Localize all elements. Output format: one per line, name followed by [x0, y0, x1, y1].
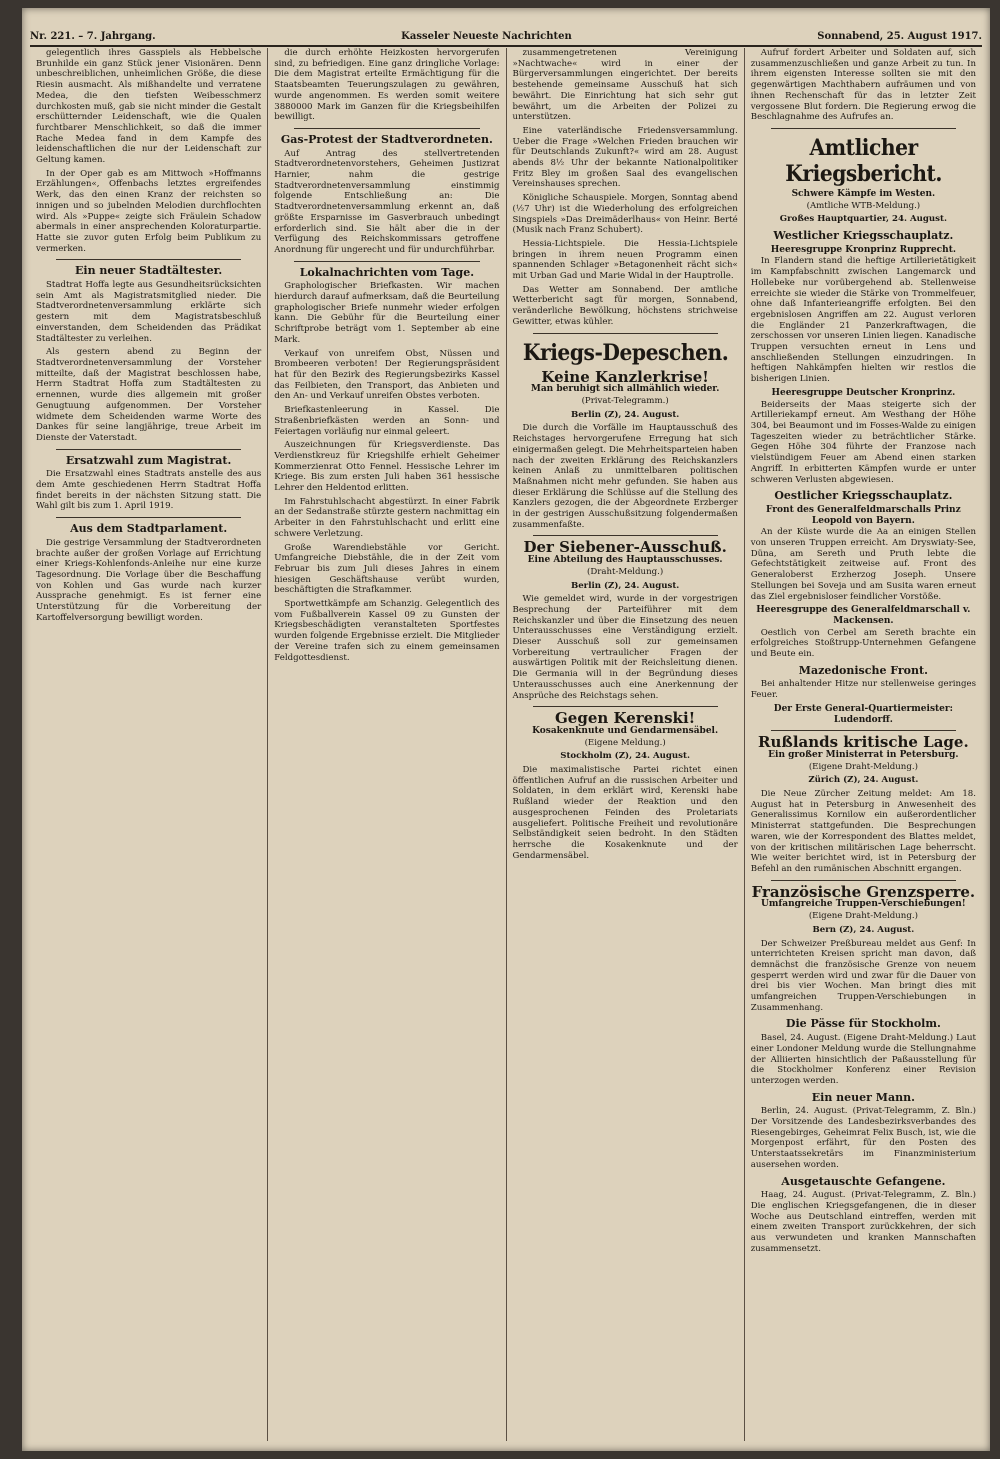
army-group-heading: Heeresgruppe Kronprinz Rupprecht.	[770, 244, 956, 255]
source-note: (Eigene Meldung.)	[584, 737, 666, 748]
army-group-heading: Front des Generalfeldmarschalls Prinz Leopold von Bayern.	[766, 504, 961, 526]
article-heading: Ein neuer Mann.	[811, 1090, 915, 1104]
dateline: Großes Hauptquartier, 24. August.	[779, 214, 947, 225]
article-heading: Ersatzwahl zum Magistrat.	[65, 453, 232, 467]
army-group-heading: Heeresgruppe Deutscher Kronprinz.	[771, 387, 956, 398]
paragraph: Beiderseits der Maas steigerte sich der Artilleriekampf erneut. Am Westhang der Höhe 304, bei Beaumont und im Fosses-Walde zu einigen Tageszeiten wieder zu beträchtlicher Stärke. Gegen Höhe 304 führte der Franzose nach vielstündigem Feuer am Abend einen starken Angriff. In erbitterten Kämpfen wurde er unter schweren Verlusten abgewiesen.	[750, 399, 976, 485]
divider	[533, 333, 718, 334]
divider	[533, 706, 718, 707]
subheadline: Ein großer Ministerrat in Petersburg.	[768, 749, 959, 760]
paragraph: In der Oper gab es am Mittwoch »Hoffmanns Erzählungen«, Offenbachs letztes ergreifendes Werk, das den einen Kranz der reichsten so innigen und so jubelnden Melodien durchflochten wird. Als »Puppe« zeigte sich Fräulein Schadow abermals in einer ansprechenden Koloraturpartie. Hatte sie zuvor guten Erfolg beim Publikum zu vermerken.	[36, 168, 262, 254]
article-heading: Aus dem Stadtparlament.	[70, 522, 228, 536]
column-1	[30, 48, 268, 1441]
article-heading: Gas-Protest der Stadtverordneten.	[280, 132, 493, 146]
paragraph: Auf Antrag des stellvertretenden Stadtverordnetenvorstehers, Geheimen Justizrat Harnier, nahm die gestrige Stadtverordnetenversammlung einstimmig folgende Entschließung an: Die Stadtverordnetenversammlung erkennt an, daß größte Ersparnisse im Gasverbrauch unbedingt erforderlich sind. Sie hält aber die in der Verfügung des Reichskommissars getroffene Anordnung für ungerecht und für undurchführbar.	[274, 148, 500, 255]
paragraph: Als gestern abend zu Beginn der Stadtverordnetenversammlung der Vorsteher mitteilte, daß der Magistrat beschlossen habe, Herrn Stadtrat Hoffa zum Stadtältesten zu ernennen, wurde dies allgemein mit großer Genugtuung aufgenommen. Der Vorsteher widmete dem Scheidenden warme Worte des Dankes für seine langjährige, treue Arbeit im Dienste der Vaterstadt.	[36, 347, 262, 443]
subheadline: Kosakenknute und Gendarmensäbel.	[532, 725, 719, 736]
divider	[56, 259, 241, 260]
article-heading: Lokalnachrichten vom Tage.	[299, 265, 475, 279]
article-heading: Die Pässe für Stockholm.	[785, 1017, 941, 1031]
source-note: (Eigene Draht-Meldung.)	[808, 761, 918, 772]
paragraph: Bei anhaltender Hitze nur stellenweise geringes Feuer.	[750, 679, 976, 701]
divider	[294, 128, 479, 129]
dateline: Zürich (Z), 24. August.	[808, 775, 919, 786]
paragraph: Die Ersatzwahl eines Stadtrats anstelle des aus dem Amte geschiedenen Herrn Stadtrat Hoffa findet bereits in der nächsten Sitzung statt. Die Wahl gilt bis zum 1. April 1919.	[36, 469, 262, 512]
paragraph: Große Warendiebstähle vor Gericht. Umfangreiche Diebstähle, die in der Zeit vom Februar bis zum Juli dieses Jahres in einem hiesigen Geschäftshause verübt wurden, beschäftigten die Strafkammer.	[274, 542, 500, 596]
army-group-heading: Heeresgruppe des Generalfeldmarschall v. Mackensen.	[756, 605, 971, 626]
article-heading: Ausgetauschte Gefangene.	[781, 1174, 946, 1188]
paragraph: Aufruf fordert Arbeiter und Soldaten auf, sich zusammenzuschließen und ganze Arbeit zu tun. In ihrem eigensten Interesse sollten sie mit den gegenwärtigen Machthabern aufräumen und von ihnen Rechenschaft für das in letzter Zeit vergossene Blut fordern. Die Regierung erwog die Beschlagnahme des Aufrufes an.	[750, 48, 976, 123]
source-note: (Draht-Meldung.)	[587, 566, 664, 577]
column-4	[745, 48, 982, 1441]
paragraph: In Flandern stand die heftige Artillerietätigkeit im Kampfabschnitt zwischen Langemarck und Hollebeke nur vorübergehend ab. Stellenweise erreichte sie wieder die Stärke von Trommelfeuer, ohne daß Infanterieangriffe erfolgten. Bei den ergebnislosen Angriffen am 22. August verloren die Engländer 21 Panzerkraftwagen, die zerschossen vor unseren Linien liegen. Kanadische Truppen versuchten erneut in Lens und anschließenden Stellungen einzudringen. In heftigen Nahkämpfen hielten wir restlos die bisherigen Linien.	[750, 256, 976, 385]
source-note: (Privat-Telegramm.)	[581, 395, 669, 406]
article-headline: Gegen Kerenski!	[555, 709, 696, 728]
paragraph: Sportwettkämpfe am Schanzig. Gelegentlich des vom Fußballverein Kassel 09 zu Gunsten der Kriegsbeschädigten veranstalteten Sportfestes wurden folgende Ergebnisse erzielt. Die Mitglieder der Vereine trafen sich zu einem gemeinsamen Feldgottesdienst.	[274, 599, 500, 663]
front-heading: Westlicher Kriegsschauplatz.	[773, 229, 954, 243]
front-heading: Oestlicher Kriegsschauplatz.	[774, 489, 953, 503]
subheadline: Eine Abteilung des Hauptausschusses.	[527, 555, 723, 566]
dateline: Bern (Z), 24. August.	[812, 924, 915, 935]
paragraph: Das Wetter am Sonnabend. Der amtliche Wetterbericht sagt für morgen, Sonnabend, veränderliche Bewölkung, höchstens strichweise Gewitter, etwas kühler.	[512, 284, 738, 327]
masthead	[30, 16, 982, 47]
paper-title: Kasseler Neueste Nachrichten	[401, 31, 572, 42]
paragraph: Graphologischer Briefkasten. Wir machen hierdurch darauf aufmerksam, daß die Beurteilung graphologischer Briefe nunmehr wieder erfolgen kann. Die Gebühr für die Beurteilung einer Schriftprobe beträgt vom 1. September ab eine Mark.	[274, 281, 500, 345]
column-2	[268, 48, 506, 1441]
article-headline: Französische Grenzsperre.	[751, 882, 976, 901]
divider	[533, 535, 718, 536]
paragraph: Haag, 24. August. (Privat-Telegramm, Z. Bln.) Die englischen Kriegsgefangenen, die in dieser Woche aus Deutschland eintreffen, werden mit einem zweiten Transport zurückkehren, der sich aus verwundeten und kranken Mannschaften zusammensetzt.	[750, 1190, 976, 1254]
paragraph: Die Neue Zürcher Zeitung meldet: Am 18. August hat in Petersburg in Anwesenheit des Generalissimus Kornilow ein außerordentlicher Ministerrat stattgefunden. Die Besprechungen waren, wie der Korrespondent des Blattes meldet, von der kritischen militärischen Lage beherrscht. Wie weiter berichtet wird, ist in Petersburg der Befehl an den rumänischen Abschnitt ergangen.	[750, 789, 976, 874]
divider	[771, 880, 956, 881]
paragraph: Oestlich von Cerbel am Sereth brachte ein erfolgreiches Stoßtrupp-Unternehmen Gefangene und Beute ein.	[750, 627, 976, 660]
paragraph: Hessia-Lichtspiele. Die Hessia-Lichtspiele bringen in ihrem neuen Programm einen spannenden Schlager »Betagonenheit rächt sich« mit Urban Gad und Marie Widal in der Hauptrolle.	[512, 238, 738, 282]
paragraph: Verkauf von unreifem Obst, Nüssen und Brombeeren verboten! Der Regierungspräsident hat für den Bezirk des Regierungsbezirks Kassel das Feilbieten, den Transport, das Anbieten und den An- und Verkauf unreifen Obstes verboten.	[274, 348, 500, 402]
paragraph: Die maximalistische Partei richtet einen öffentlichen Aufruf an die russischen Arbeiter und Soldaten, in dem erklärt wird, Kerenski habe Rußland wieder der Reaktion und den ausgesprochenen Feinden des Proletariats ausgeliefert. Politische Freiheit und revolutionäre Selbständigkeit seien bedroht. In den Städten herrsche die Kosakenknute und der Gendarmensäbel.	[512, 765, 738, 861]
paragraph: Der Schweizer Preßbureau meldet aus Genf: In unterrichteten Kreisen spricht man davon, daß demnächst die französische Grenze von neuem gesperrt werden wird und zwar für die Dauer von drei bis vier Wochen. Man bringt dies mit umfangreichen Truppen-Verschiebungen in Zusammenhang.	[750, 938, 976, 1013]
paragraph: zusammengetretenen Vereinigung »Nachtwache« wird in einer der Bürgerversammlungen eingerichtet. Der bereits bestehende gemeinsame Ausschuß hat sich bewährt. Die Einrichtung hat sich sehr gut bewährt, um die Arbeiten der Polizei zu unterstützen.	[512, 48, 738, 123]
source-note: (Eigene Draht-Meldung.)	[808, 911, 918, 922]
paragraph: Basel, 24. August. (Eigene Draht-Meldung.) Laut einer Londoner Meldung wurde die Stellungnahme der Alliierten hinsichtlich der Paßausstellung für die Stockholmer Konferenz einer Revision unterzogen werden.	[750, 1033, 976, 1086]
paragraph: Stadtrat Hoffa legte aus Gesundheitsrücksichten sein Amt als Magistratsmitglied nieder. Die Stadtverordnetenversammlung erklärte sich gestern mit dem Magistratsbeschluß einverstanden, dem Scheidenden das Prädikat Stadtältester zu verleihen.	[36, 280, 262, 344]
source-note: (Amtliche WTB-Meldung.)	[806, 200, 921, 211]
divider	[56, 449, 241, 450]
article-heading: Ein neuer Stadtältester.	[75, 264, 223, 278]
front-heading: Mazedonische Front.	[798, 663, 928, 677]
column-3	[507, 48, 745, 1441]
divider	[771, 128, 956, 129]
section-heading: Amtlicher Kriegsbericht.	[785, 134, 942, 187]
divider	[56, 517, 241, 518]
paragraph: Auszeichnungen für Kriegsverdienste. Das Verdienstkreuz für Kriegshilfe erhielt Geheimer Kommerzienrat Otto Fennel. Hessische Lehrer im Kriege. Bis zum ersten Juli haben 361 hessische Lehrer den Heldentod erlitten.	[274, 440, 500, 494]
paragraph: Eine vaterländische Friedensversammlung. Ueber die Frage »Welchen Frieden brauchen wir für Deutschlands Zukunft?« wird am 28. August abends 8½ Uhr der bekannte Nationalpolitiker Fritz Bley im großen Saal des evangelischen Vereinshauses sprechen.	[512, 125, 738, 190]
dateline: Berlin (Z), 24. August.	[570, 580, 680, 591]
paragraph: gelegentlich ihres Gasspiels als Hebbelsche Brunhilde ein ganz Stück jener Visionären. Denn unbeschreiblichen, unheimlichen Größe, die diese Riesin ausmacht. Als mißhandelte und verratene Medea, die den tiefsten Weibesschmerz durchkosten muß, gab sie nicht minder die Gestalt erschütternder Leidenschaft, wie die Qualen furchtbarer Menschlichkeit, so daß die immer Rache Medea fand in dem Kampfe des leidenschaftlichen die nur der Leidenschaft zur Geltung kamen.	[36, 48, 262, 166]
paragraph: Königliche Schauspiele. Morgen, Sonntag abend (½7 Uhr) ist die Wiederholung des erfolgreichen Singspiels »Das Dreimäderlhaus« von Heinr. Berté (Musik nach Franz Schubert).	[512, 193, 738, 236]
signature: Der Erste General-Quartiermeister: Ludendorff.	[773, 703, 953, 725]
paragraph: die durch erhöhte Heizkosten hervorgerufen sind, zu befriedigen. Eine ganz dringliche Vorlage: Die dem Magistrat erteilte Ermächtigung für die Staatsbeamten Teuerungszulagen zu gewähren, wurde angenommen. Es werden somit weitere 3880000 Mark im Ganzen für die Kriegsbeihilfen bewilligt.	[274, 48, 500, 123]
subheadline: Umfangreiche Truppen-Verschiebungen!	[761, 899, 966, 910]
paragraph: Wie gemeldet wird, wurde in der vorgestrigen Besprechung der Parteiführer mit dem Reichskanzler und über die Einsetzung des neuen Unterausschusses eine Verständigung erzielt. Dieser Ausschuß soll zur gemeinsamen Vorbereitung vertraulicher Fragen der auswärtigen Politik mit der Reichsleitung dienen. Die Germania will in der Begründung dieses Unterausschusses auch eine Anerkennung der Ansprüche des Reichstags sehen.	[512, 594, 738, 701]
paragraph: Die gestrige Versammlung der Stadtverordneten brachte außer der großen Vorlage auf Errichtung einer Kriegs-Kohlenfonds-Anleihe nur eine kurze Tagesordnung. Die Vorlage über die Beschaffung von Kohlen und Gas wurde nach kurzer Aussprache genehmigt. Es ist ferner eine Unterstützung für die Vorbereitung der Kartoffelversorgung bewilligt worden.	[36, 537, 262, 623]
section-heading: Kriegs-Depeschen.	[522, 339, 728, 366]
divider	[294, 261, 479, 262]
subheadline: Man beruhigt sich allmählich wieder.	[530, 384, 720, 395]
dateline: Berlin (Z), 24. August.	[570, 409, 680, 420]
subheadline: Schwere Kämpfe im Westen.	[791, 188, 936, 199]
paragraph: Briefkastenleerung in Kassel. Die Straßenbriefkästen werden an Sonn- und Feiertagen vorläufig nur einmal geleert.	[274, 405, 500, 437]
issue-date: Sonnabend, 25. August 1917.	[817, 31, 982, 42]
paragraph: Berlin, 24. August. (Privat-Telegramm, Z. Bln.) Der Vorsitzende des Landesbezirksverbandes des Riesengebirges, Geheimrat Felix Busch, ist, wie die Morgenpost erfährt, für den Posten des Unterstaatssekretärs im Finanzministerium ausersehen worden.	[750, 1106, 976, 1170]
columns	[30, 48, 982, 1441]
divider	[771, 730, 956, 731]
issue-number: Nr. 221. – 7. Jahrgang.	[30, 31, 156, 42]
article-headline: Rußlands kritische Lage.	[758, 733, 969, 752]
article-headline: Der Siebener-Ausschuß.	[523, 538, 727, 557]
newspaper-page	[22, 8, 990, 1451]
paragraph: Im Fahrstuhlschacht abgestürzt. In einer Fabrik an der Sedanstraße stürzte gestern nachmittag ein Arbeiter in den Fahrstuhlschacht und erlitt eine schwere Verletzung.	[274, 496, 500, 539]
paragraph: Die durch die Vorfälle im Hauptausschuß des Reichstages hervorgerufene Erregung hat sich einigermaßen gelegt. Die Mehrheitsparteien haben nach der zweiten Erklärung des Reichskanzlers keinen Anlaß zu unmittelbaren politischen Maßnahmen nicht mehr gefunden. Sie haben aus dieser Erklärung die Schlüsse auf die Stellung des Kanzlers gezogen, die der Abgeordnete Erzberger in der gestrigen Ausschußsitzung folgendermaßen zusammenfaßte.	[512, 423, 738, 530]
dateline: Stockholm (Z), 24. August.	[560, 751, 690, 762]
paragraph: An der Küste wurde die Aa an einigen Stellen von unseren Truppen erreicht. Am Dryswiaty-See, Düna, am Sereth und Pruth lebte die Gefechtstätigkeit zeitweise auf. Front des Generaloberst Erzherzog Joseph. Unsere Stellungen bei Soveja und am Susita waren erneut das Ziel ergebnisloser feindlicher Vorstöße.	[750, 527, 976, 602]
article-headline: Keine Kanzlerkrise!	[541, 367, 709, 386]
